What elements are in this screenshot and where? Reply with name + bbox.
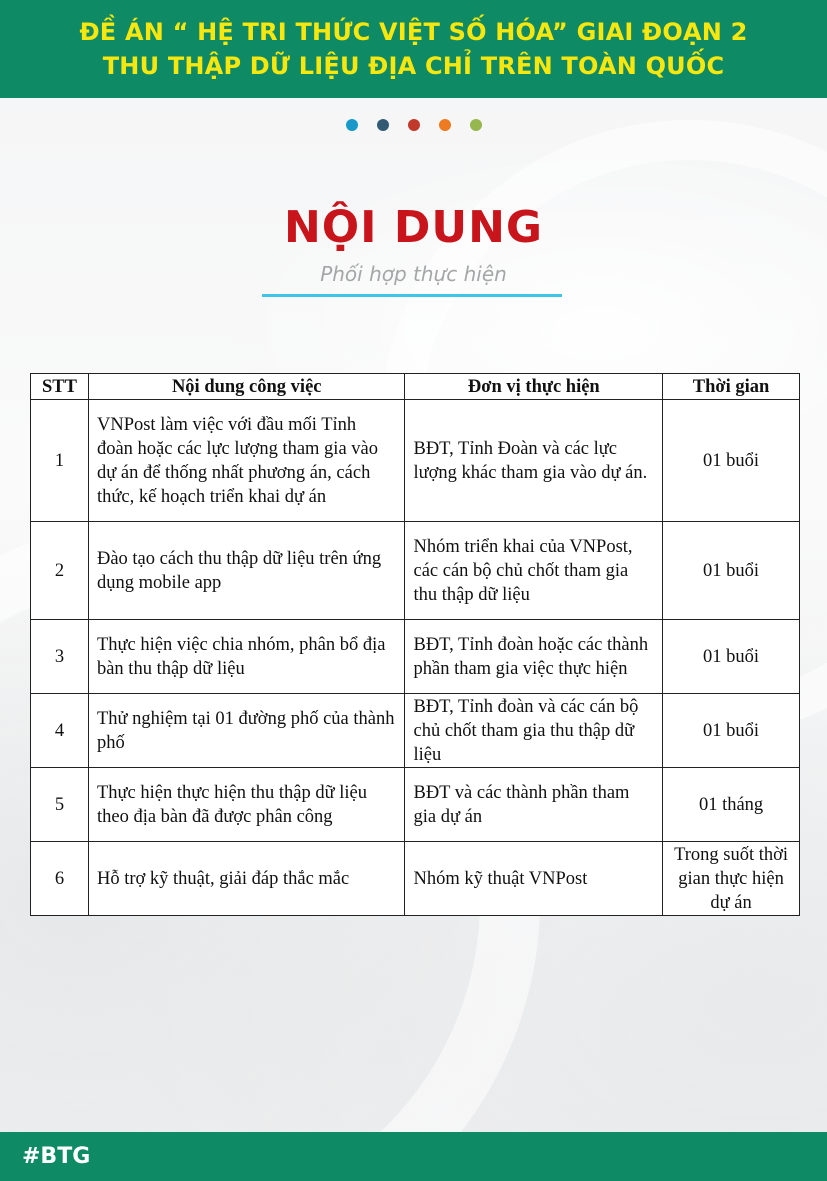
cell-unit: Nhóm kỹ thuật VNPost <box>405 842 663 916</box>
table-row <box>31 400 800 522</box>
page-title: NỘI DUNG <box>283 202 544 253</box>
cell-stt: 6 <box>31 842 89 916</box>
header-title-line-1: ĐỀ ÁN “ HỆ TRI THỨC VIỆT SỐ HÓA” GIAI ĐOẠN 2 <box>79 18 748 46</box>
cell-stt: 1 <box>31 400 89 522</box>
header-title-line-2: THU THẬP DỮ LIỆU ĐỊA CHỈ TRÊN TOÀN QUỐC <box>102 52 725 80</box>
cell-task: Hỗ trợ kỹ thuật, giải đáp thắc mắc <box>88 842 405 916</box>
header-time: Thời gian <box>663 374 800 400</box>
header-task: Nội dung công việc <box>88 374 405 400</box>
hashtag-label: #BTG <box>22 1144 91 1169</box>
table-row <box>31 620 800 694</box>
cell-time: Trong suốt thời gian thực hiện dự án <box>663 842 800 916</box>
cell-task: Thử nghiệm tại 01 đường phố của thành phố <box>88 694 405 768</box>
table-row <box>31 694 800 768</box>
cell-stt: 2 <box>31 522 89 620</box>
task-table <box>30 373 800 916</box>
cell-task: Đào tạo cách thu thập dữ liệu trên ứng dụng mobile app <box>88 522 405 620</box>
table-row <box>31 522 800 620</box>
cell-unit: BĐT, Tỉnh đoàn hoặc các thành phần tham gia việc thực hiện <box>405 620 663 694</box>
cell-time: 01 buổi <box>663 620 800 694</box>
dot-icon <box>346 119 358 131</box>
cell-unit: BĐT, Tỉnh Đoàn và các lực lượng khác tham gia vào dự án. <box>405 400 663 522</box>
header-unit: Đơn vị thực hiện <box>405 374 663 400</box>
table-header-row <box>31 374 800 400</box>
cell-task: Thực hiện thực hiện thu thập dữ liệu theo địa bàn đã được phân công <box>88 768 405 842</box>
cell-unit: BĐT và các thành phần tham gia dự án <box>405 768 663 842</box>
cell-stt: 4 <box>31 694 89 768</box>
subtitle-underline <box>262 294 562 297</box>
table-row <box>31 842 800 916</box>
cell-task: VNPost làm việc với đầu mối Tỉnh đoàn hoặc các lực lượng tham gia vào dự án để thống nhất phương án, cách thức, kế hoạch triển khai dự án <box>88 400 405 522</box>
header-stt: STT <box>31 374 89 400</box>
cell-stt: 3 <box>31 620 89 694</box>
page-subtitle: Phối hợp thực hiện <box>320 262 507 286</box>
dot-icon <box>470 119 482 131</box>
cell-time: 01 buổi <box>663 522 800 620</box>
cell-time: 01 buổi <box>663 694 800 768</box>
cell-unit: Nhóm triển khai của VNPost, các cán bộ chủ chốt tham gia thu thập dữ liệu <box>405 522 663 620</box>
header-banner <box>0 0 827 98</box>
dot-icon <box>408 119 420 131</box>
dot-icon <box>439 119 451 131</box>
cell-stt: 5 <box>31 768 89 842</box>
cell-time: 01 tháng <box>663 768 800 842</box>
cell-unit: BĐT, Tỉnh đoàn và các cán bộ chủ chốt tham gia thu thập dữ liệu <box>405 694 663 768</box>
dot-icon <box>377 119 389 131</box>
cell-time: 01 buổi <box>663 400 800 522</box>
decorative-dots <box>0 119 827 131</box>
footer-banner <box>0 1132 827 1181</box>
table-row <box>31 768 800 842</box>
cell-task: Thực hiện việc chia nhóm, phân bổ địa bàn thu thập dữ liệu <box>88 620 405 694</box>
